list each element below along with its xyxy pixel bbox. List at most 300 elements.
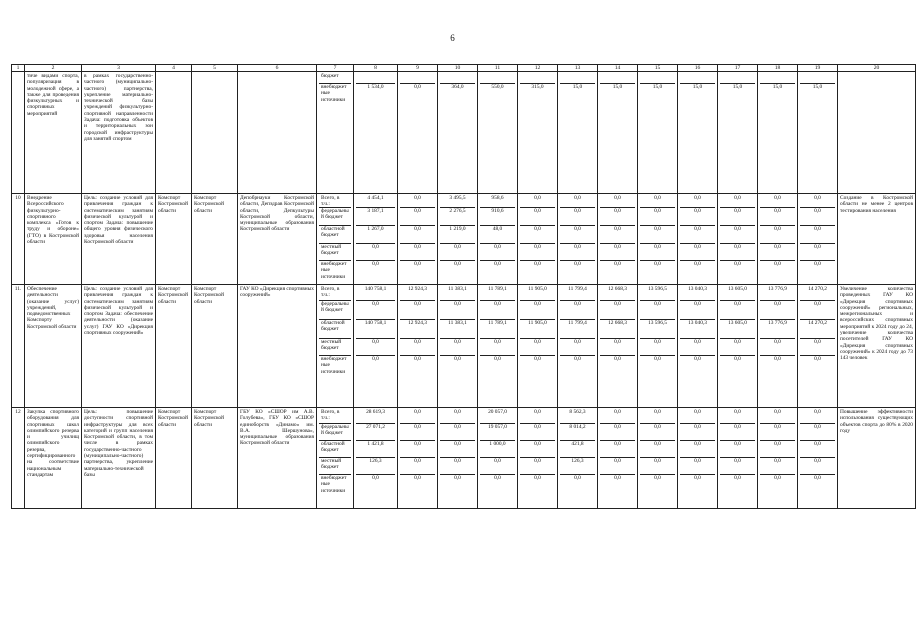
funding-source-label: Всего, в т.ч.:	[319, 409, 351, 424]
amount-value: 0,0	[760, 409, 795, 424]
amount-value: 0,0	[720, 226, 755, 244]
amount-value: 126,3	[356, 458, 395, 475]
amount-value: 0,0	[520, 195, 555, 208]
amount-value: 0,0	[680, 339, 715, 356]
page-number: 6	[450, 33, 455, 43]
amount-value: 0,0	[774, 261, 781, 267]
column-header: 16	[678, 65, 718, 72]
funding-source-label: местный бюджет	[319, 244, 351, 261]
amount-value: 1 219,0	[440, 226, 475, 244]
amount-value: 0,0	[734, 261, 741, 267]
amount-value	[356, 73, 395, 84]
amount-value: 0,0	[800, 208, 835, 226]
amount-column	[598, 285, 638, 408]
amount-value	[520, 73, 555, 84]
amount-value: 0,0	[520, 226, 555, 244]
amount-value: 0,0	[480, 458, 515, 475]
amount-value: 0,0	[600, 409, 635, 424]
amount-value: 15,0	[772, 84, 783, 90]
row-number: 10	[12, 194, 25, 285]
amount-value: 0,0	[356, 301, 395, 320]
amount-value: 1 267,0	[356, 226, 395, 244]
amount-value: 0,0	[414, 356, 421, 362]
funding-sources	[317, 285, 354, 408]
amount-value: 0,0	[720, 458, 755, 475]
amount-value: 15,0	[572, 84, 583, 90]
column-header: 6	[238, 65, 317, 72]
amount-value: 11 789,1	[480, 320, 515, 339]
amount-column	[518, 72, 558, 194]
amount-value: 0,0	[640, 195, 675, 208]
amount-value: 0,0	[400, 441, 435, 458]
amount-value: 0,0	[640, 339, 675, 356]
amount-value: 0,0	[520, 339, 555, 356]
amount-column	[478, 72, 518, 194]
amount-column	[598, 194, 638, 285]
program-row	[12, 408, 916, 509]
amount-value: 0,0	[600, 208, 635, 226]
amount-value: 0,0	[800, 424, 835, 441]
amount-value: 0,0	[440, 339, 475, 356]
amount-value: 0,0	[414, 475, 421, 481]
amount-value: 0,0	[400, 195, 435, 208]
column-header: 19	[798, 65, 838, 72]
amount-value: 8 562,3	[560, 409, 595, 424]
amount-value: 0,0	[760, 424, 795, 441]
amount-column	[678, 408, 718, 509]
amount-value: 0,0	[440, 244, 475, 261]
co-executor: Комспорт Костромской области	[192, 408, 238, 509]
amount-value: 15,0	[652, 84, 663, 90]
amount-value: 958,6	[480, 195, 515, 208]
amount-value: 0,0	[800, 301, 835, 320]
amount-value: 0,0	[694, 356, 701, 362]
amount-value: 0,0	[400, 339, 435, 356]
amount-value: 0,0	[400, 409, 435, 424]
amount-value: 0,0	[720, 409, 755, 424]
amount-value: 0,0	[760, 195, 795, 208]
amount-value: 0,0	[494, 475, 501, 481]
amount-value: 13 605,0	[720, 286, 755, 301]
amount-value: 0,0	[560, 208, 595, 226]
amount-value: 48,0	[480, 226, 515, 244]
amount-value: 0,0	[520, 244, 555, 261]
amount-column	[678, 72, 718, 194]
amount-value: 364,0	[451, 84, 464, 90]
amount-value: 140 758,1	[356, 320, 395, 339]
amount-value: 14 270,2	[800, 320, 835, 339]
amount-value: 0,0	[614, 261, 621, 267]
amount-value: 0,0	[480, 339, 515, 356]
amount-value: 0,0	[520, 441, 555, 458]
amount-value: 0,0	[520, 208, 555, 226]
amount-column	[758, 285, 798, 408]
amount-column	[438, 194, 478, 285]
amount-value: 15,0	[692, 84, 703, 90]
amount-value: 0,0	[640, 226, 675, 244]
amount-value: 12 924,3	[400, 320, 435, 339]
amount-value: 11 905,0	[520, 320, 555, 339]
amount-value: 13 596,5	[640, 320, 675, 339]
funding-source-label: внебюджетные источники	[321, 84, 347, 103]
amount-column	[798, 285, 838, 408]
amount-value: 0,0	[560, 244, 595, 261]
amount-column	[678, 194, 718, 285]
row-number: 12	[12, 408, 25, 509]
amount-value: 12 924,3	[400, 286, 435, 301]
amount-column	[438, 72, 478, 194]
amount-value: 0,0	[654, 475, 661, 481]
column-header: 15	[638, 65, 678, 72]
amount-value: 1 421,8	[356, 441, 395, 458]
amount-value: 11 799,4	[560, 286, 595, 301]
amount-value: 0,0	[372, 475, 379, 481]
amount-value: 15,0	[612, 84, 623, 90]
amount-value: 0,0	[600, 244, 635, 261]
amount-value: 0,0	[356, 244, 395, 261]
amount-value: 0,0	[440, 301, 475, 320]
amount-value: 0,0	[400, 301, 435, 320]
amount-value: 0,0	[520, 458, 555, 475]
amount-value: 0,0	[800, 409, 835, 424]
amount-column	[354, 72, 398, 194]
amount-value: 0,0	[356, 339, 395, 356]
amount-value: 0,0	[814, 475, 821, 481]
amount-value: 0,0	[774, 475, 781, 481]
column-header: 2	[25, 65, 82, 72]
funding-source-label: внебюджетные источники	[321, 261, 347, 280]
program-table	[11, 64, 916, 509]
amount-value: 11 905,0	[520, 286, 555, 301]
amount-value: 0,0	[720, 424, 755, 441]
amount-column	[638, 194, 678, 285]
amount-column	[398, 72, 438, 194]
column-header: 12	[518, 65, 558, 72]
amount-value: 0,0	[760, 441, 795, 458]
amount-value: 0,0	[720, 208, 755, 226]
funding-source-label: местный бюджет	[319, 339, 351, 356]
column-header: 1	[12, 65, 25, 72]
amount-value: 15,0	[732, 84, 743, 90]
amount-value: 0,0	[520, 424, 555, 441]
responsible-executor	[156, 72, 192, 194]
amount-value: 0,0	[640, 458, 675, 475]
amount-value	[640, 73, 675, 84]
amount-value: 13 605,0	[720, 320, 755, 339]
column-header: 11	[478, 65, 518, 72]
amount-value: 0,0	[494, 356, 501, 362]
amount-value: 0,0	[680, 409, 715, 424]
header-row	[12, 65, 916, 72]
amount-column	[398, 408, 438, 509]
amount-value: 0,0	[720, 441, 755, 458]
funding-source-label: федеральный бюджет	[319, 424, 351, 441]
amount-value: 0,0	[760, 339, 795, 356]
amount-value: 2 276,5	[440, 208, 475, 226]
amount-value: 0,0	[600, 301, 635, 320]
amount-value: 0,0	[520, 301, 555, 320]
amount-value: 0,0	[480, 301, 515, 320]
amount-value: 11 799,4	[560, 320, 595, 339]
amount-value: 0,0	[800, 458, 835, 475]
amount-column	[718, 408, 758, 509]
column-header: 9	[398, 65, 438, 72]
amount-value: 28 619,3	[356, 409, 395, 424]
amount-column	[798, 72, 838, 194]
goal-task: в рамках государственно-частного (муниципально-частного) партнерства, укрепление материально-технической базы учреждений физкультурно-спортивной направленности Задача: подготовка объектов и территориальных зон городской инфраструктуры для занятий спортом	[82, 72, 156, 194]
funding-sources	[317, 408, 354, 509]
amount-value: 910,6	[480, 208, 515, 226]
amount-value: 1 534,0	[367, 84, 384, 90]
column-header: 18	[758, 65, 798, 72]
amount-value: 0,0	[800, 226, 835, 244]
amount-column	[718, 72, 758, 194]
amount-column	[518, 194, 558, 285]
amount-value: 11 383,1	[440, 320, 475, 339]
amount-value: 0,0	[640, 301, 675, 320]
amount-value: 0,0	[372, 261, 379, 267]
amount-value: 19 057,0	[480, 424, 515, 441]
amount-value: 0,0	[720, 195, 755, 208]
amount-value: 1 000,0	[480, 441, 515, 458]
amount-value: 0,0	[600, 195, 635, 208]
amount-value: 4 454,1	[356, 195, 395, 208]
amount-value: 0,0	[494, 261, 501, 267]
amount-value: 0,0	[800, 195, 835, 208]
amount-value: 0,0	[400, 226, 435, 244]
amount-value: 0,0	[680, 301, 715, 320]
expected-result	[838, 72, 916, 194]
amount-column	[438, 408, 478, 509]
amount-value: 0,0	[680, 226, 715, 244]
funding-source-label: Всего, в т.ч.:	[319, 286, 351, 301]
amount-value: 0,0	[734, 356, 741, 362]
amount-value: 0,0	[400, 244, 435, 261]
amount-value: 0,0	[534, 475, 541, 481]
amount-value: 0,0	[680, 441, 715, 458]
amount-value: 11 789,1	[480, 286, 515, 301]
amount-value: 13 776,9	[760, 320, 795, 339]
amount-column	[398, 285, 438, 408]
amount-column	[598, 408, 638, 509]
amount-value: 0,0	[600, 226, 635, 244]
participants: ГБУ КО «СШОР им А.В. Голубева», ГБУ КО «СШОР единоборств «Динамо» им. В.А. Шершунова», муниципальные образования Костромской области	[238, 408, 317, 509]
amount-value: 0,0	[454, 356, 461, 362]
column-header: 20	[838, 65, 916, 72]
amount-value: 315,0	[531, 84, 544, 90]
goal-task: Цель: повышение доступности спортивной инфраструктуры для всех категорий и групп населения Костромской области, в том числе в рамках государственно-частного (муниципально-частного) партнерства, укрепление материально-технической базы	[82, 408, 156, 509]
column-header: 10	[438, 65, 478, 72]
amount-value	[800, 73, 835, 84]
co-executor: Комспорт Костромской области	[192, 285, 238, 408]
funding-source-label: бюджет	[319, 73, 351, 84]
amount-value: 0,0	[574, 475, 581, 481]
amount-value: 0,0	[560, 195, 595, 208]
amount-value: 0,0	[734, 475, 741, 481]
column-header: 17	[718, 65, 758, 72]
funding-source-label: местный бюджет	[319, 458, 351, 475]
amount-value	[680, 73, 715, 84]
amount-column	[558, 285, 598, 408]
amount-column	[478, 408, 518, 509]
amount-value: 0,0	[774, 356, 781, 362]
amount-column	[718, 194, 758, 285]
amount-value: 0,0	[680, 458, 715, 475]
amount-value: 0,0	[600, 424, 635, 441]
amount-value: 0,0	[520, 409, 555, 424]
amount-column	[354, 285, 398, 408]
funding-sources	[317, 72, 354, 194]
amount-value: 0,0	[600, 458, 635, 475]
funding-source-label: областной бюджет	[319, 441, 351, 458]
amount-value: 0,0	[534, 356, 541, 362]
amount-column	[478, 194, 518, 285]
amount-value	[720, 73, 755, 84]
column-header: 8	[354, 65, 398, 72]
amount-value	[600, 73, 635, 84]
amount-value: 0,0	[760, 208, 795, 226]
amount-value: 0,0	[680, 195, 715, 208]
column-header: 4	[156, 65, 192, 72]
amount-value: 0,0	[680, 244, 715, 261]
amount-value: 12 668,3	[600, 320, 635, 339]
amount-value: 27 071,2	[356, 424, 395, 441]
amount-value: 0,0	[560, 226, 595, 244]
amount-column	[518, 408, 558, 509]
amount-column	[758, 408, 798, 509]
column-header: 3	[82, 65, 156, 72]
amount-value: 550,0	[491, 84, 504, 90]
amount-column	[798, 408, 838, 509]
amount-value: 15,0	[812, 84, 823, 90]
measure-name: Обеспечение деятельности (оказание услуг) учреждений, подведомственных Комспорту Костромской области	[25, 285, 82, 408]
amount-value	[440, 73, 475, 84]
expected-result: Создание в Костромской области не менее 2 центров тестирования населения	[838, 194, 916, 285]
amount-value: 0,0	[640, 244, 675, 261]
measure-name: Закупка спортивного оборудования для спортивных школ олимпийского резерва и училищ олимпийского резерва, сертифицированного на соответствие национальным стандартам	[25, 408, 82, 509]
amount-column	[354, 194, 398, 285]
amount-column	[558, 194, 598, 285]
amount-column	[558, 408, 598, 509]
amount-value: 0,0	[640, 208, 675, 226]
column-header: 5	[192, 65, 238, 72]
amount-value: 0,0	[400, 424, 435, 441]
funding-source-label: федеральный бюджет	[319, 208, 351, 226]
funding-source-label: внебюджетные источники	[321, 356, 347, 375]
goal-task: Цель: создание условий для привлечения граждан к систематическим занятиям физической культурой и спортом Задача: обеспечение деятельности (оказание услуг) ГАУ КО «Дирекция спортивных сооружений»	[82, 285, 156, 408]
amount-value: 421,8	[560, 441, 595, 458]
column-header: 14	[598, 65, 638, 72]
program-row	[12, 194, 916, 285]
amount-value: 0,0	[654, 261, 661, 267]
expected-result: Повышение эффективности использования существующих объектов спорта до 80% в 2020 году	[838, 408, 916, 509]
amount-value	[400, 73, 435, 84]
amount-column	[354, 408, 398, 509]
amount-value: 13 040,3	[680, 286, 715, 301]
amount-value: 0,0	[440, 409, 475, 424]
funding-source-label: федеральный бюджет	[319, 301, 351, 320]
amount-value: 0,0	[814, 356, 821, 362]
amount-value: 0,0	[440, 458, 475, 475]
responsible-executor: Комспорт Костромской области	[156, 194, 192, 285]
amount-column	[678, 285, 718, 408]
amount-value: 20 057,0	[480, 409, 515, 424]
column-header: 7	[317, 65, 354, 72]
program-row	[12, 285, 916, 408]
amount-value: 0,0	[720, 244, 755, 261]
amount-value: 0,0	[800, 441, 835, 458]
amount-value: 0,0	[760, 226, 795, 244]
amount-value: 0,0	[614, 475, 621, 481]
amount-value: 0,0	[640, 424, 675, 441]
amount-value: 0,0	[372, 356, 379, 362]
amount-value: 0,0	[560, 339, 595, 356]
expected-result: Увеличение количества проведенных ГАУ КО «Дирекция спортивных сооружений» региональных, межрегиональных и всероссийских спортивных мероприятий к 2024 году до 24, увеличение количества посетителей ГАУ КО «Дирекция спортивных сооружений» к 2024 году до 73 143 человек	[838, 285, 916, 408]
amount-value: 0,0	[640, 441, 675, 458]
amount-value: 0,0	[400, 208, 435, 226]
amount-value: 8 014,2	[560, 424, 595, 441]
amount-value	[760, 73, 795, 84]
amount-column	[638, 72, 678, 194]
amount-value: 0,0	[800, 244, 835, 261]
amount-value: 0,0	[680, 208, 715, 226]
row-number	[12, 72, 25, 194]
amount-value: 0,0	[694, 261, 701, 267]
amount-column	[758, 72, 798, 194]
amount-column	[398, 194, 438, 285]
goal-task: Цель: создание условий для привлечения граждан к систематическим занятиям физической культурой и спортом Задача: повышение общего уровня физического здоровья населения Костромской области	[82, 194, 156, 285]
amount-value: 0,0	[440, 441, 475, 458]
amount-value: 0,0	[694, 475, 701, 481]
participants: ГАУ КО «Дирекция спортивных сооружений»	[238, 285, 317, 408]
amount-value: 0,0	[800, 339, 835, 356]
amount-value: 0,0	[720, 301, 755, 320]
amount-value: 0,0	[760, 244, 795, 261]
amount-value: 0,0	[400, 458, 435, 475]
responsible-executor: Комспорт Костромской области	[156, 285, 192, 408]
amount-value: 11 383,1	[440, 286, 475, 301]
amount-column	[798, 194, 838, 285]
funding-source-label: внебюджетные источники	[321, 475, 347, 494]
funding-source-label: областной бюджет	[319, 320, 351, 339]
amount-value: 0,0	[454, 261, 461, 267]
amount-value: 0,0	[574, 356, 581, 362]
amount-column	[718, 285, 758, 408]
amount-value: 0,0	[614, 356, 621, 362]
amount-value: 12 668,3	[600, 286, 635, 301]
co-executor	[192, 72, 238, 194]
amount-value: 3 495,5	[440, 195, 475, 208]
amount-value: 0,0	[600, 441, 635, 458]
co-executor: Комспорт Костромской области	[192, 194, 238, 285]
responsible-executor: Комспорт Костромской области	[156, 408, 192, 509]
program-row	[12, 72, 916, 194]
amount-value: 0,0	[760, 301, 795, 320]
amount-column	[558, 72, 598, 194]
amount-value: 0,0	[534, 261, 541, 267]
amount-value: 13 776,9	[760, 286, 795, 301]
amount-value: 0,0	[720, 339, 755, 356]
amount-column	[478, 285, 518, 408]
row-number: 11.	[12, 285, 25, 408]
amount-value: 0,0	[814, 261, 821, 267]
amount-value: 140 758,1	[356, 286, 395, 301]
amount-value: 3 187,1	[356, 208, 395, 226]
amount-column	[758, 194, 798, 285]
measure-name: Внедрение Всероссийского физкультурно-спортивного комплекса «Готов к труду и обороне» (ГТО) в Костромской области	[25, 194, 82, 285]
amount-value: 14 270,2	[800, 286, 835, 301]
amount-value: 0,0	[680, 424, 715, 441]
